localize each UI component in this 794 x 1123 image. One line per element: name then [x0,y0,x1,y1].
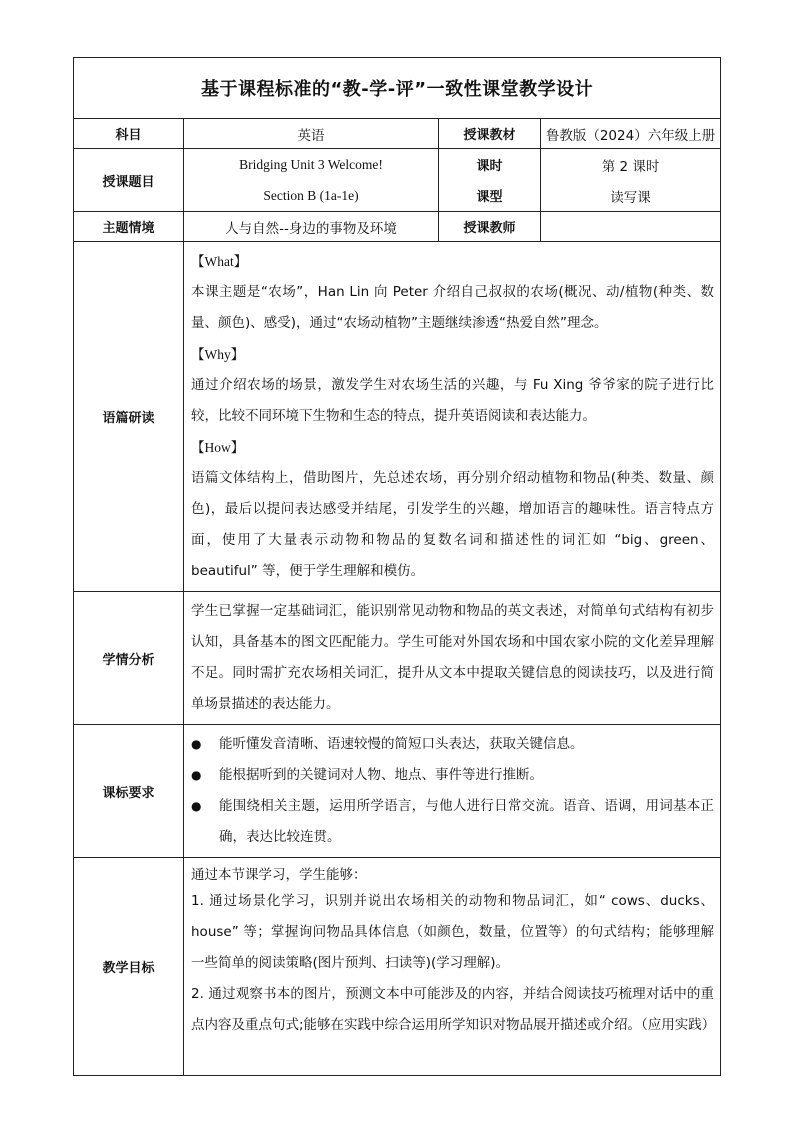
text-study-content [184,242,721,592]
textbook-value: 鲁教版（2024）六年级上册 [541,119,721,149]
text-study-label: 语篇研读 [74,242,184,592]
goals-item-2: 2. 通过观察书本的图片，预测文本中可能涉及的内容，并结合阅读技巧梳理对话中的重点内容及重点句式;能够在实践中综合运用所学知识对物品展开描述或介绍。（应用实践） [191,986,716,1033]
learner-body: 学生已掌握一定基础词汇，能识别常见动物和物品的英文表述，对简单句式结构有初步认知，具备基本的图文匹配能力。学生可能对外国农场和中国农家小院的文化差异理解不足。同时需扩充农场相关词汇，提升从文本中提取关键信息的阅读技巧，以及进行简单场景描述的表达能力。 [184,592,721,725]
subject-value: 英语 [184,119,439,149]
standards-item [191,760,714,791]
what-body: 本课主题是“农场”，Han Lin 向 Peter 介绍自己叔叔的农场(概况、动/植物(种类、数量、颜色)、感受)，通过“农场动植物”主题继续渗透“热爱自然”理念。 [191,284,715,331]
theme-value: 人与自然--身边的事物及环境 [184,212,439,242]
standards-list [184,725,721,858]
learner-label: 学情分析 [74,592,184,725]
goals-content [184,858,721,1076]
what-heading: 【What】 [191,254,248,269]
topic-label: 授课题目 [74,149,184,212]
standards-item [191,791,714,853]
period-value: 第 2 课时 [541,149,721,181]
type-value: 读写课 [541,180,721,212]
topic-value [184,149,439,212]
topic-line-2: Section B (1a-1e) [263,188,359,203]
standards-item-text: 能根据听到的关键词对人物、地点、事件等进行推断。 [219,767,543,783]
how-heading: 【How】 [191,440,245,455]
bullet-icon: ● [191,737,202,751]
standards-label: 课标要求 [74,725,184,858]
teacher-value [541,212,721,242]
theme-label: 主题情境 [74,212,184,242]
period-label: 课时 [439,149,541,181]
teacher-label: 授课教师 [439,212,541,242]
type-label: 课型 [439,180,541,212]
document-title: 基于课程标准的“教-学-评”一致性课堂教学设计 [74,58,721,119]
standards-item [191,729,714,760]
standards-item-text: 能围绕相关主题，运用所学语言，与他人进行日常交流。语音、语调，用词基本正确，表达比较连贯。 [219,798,715,845]
goals-item-1: 1. 通过场景化学习，识别并说出农场相关的动物和物品词汇，如“ cows、ducks、house” 等；掌握询问物品具体信息（如颜色，数量，位置等）的句式结构；能够理解一些简单的阅读策略(图片预判、扫读等)(学习理解)。 [191,893,715,971]
topic-line-1: Bridging Unit 3 Welcome! [239,157,383,172]
standards-item-text: 能听懂发音清晰、语速较慢的简短口头表达，获取关键信息。 [219,736,584,752]
goals-intro: 通过本节课学习，学生能够： [191,867,367,883]
why-heading: 【Why】 [191,347,245,362]
subject-label: 科目 [74,119,184,149]
how-body: 语篇文体结构上，借助图片，先总述农场，再分别介绍动植物和物品(种类、数量、颜色)，最后以提问表达感受并结尾，引发学生的兴趣，增加语言的趣味性。语言特点方面，使用了大量表示动物和物品的复数名词和描述性的词汇如 “big、green、beautiful” 等，便于学生理解和模仿。 [191,470,715,579]
bullet-icon: ● [191,799,202,813]
lesson-plan-page [73,57,720,1056]
goals-label: 教学目标 [74,858,184,1076]
why-body: 通过介绍农场的场景，激发学生对农场生活的兴趣，与 Fu Xing 爷爷家的院子进行比较，比较不同环境下生物和生态的特点，提升英语阅读和表达能力。 [191,377,715,424]
textbook-label: 授课教材 [439,119,541,149]
bullet-icon: ● [191,768,202,782]
lesson-plan-table [73,57,721,1076]
